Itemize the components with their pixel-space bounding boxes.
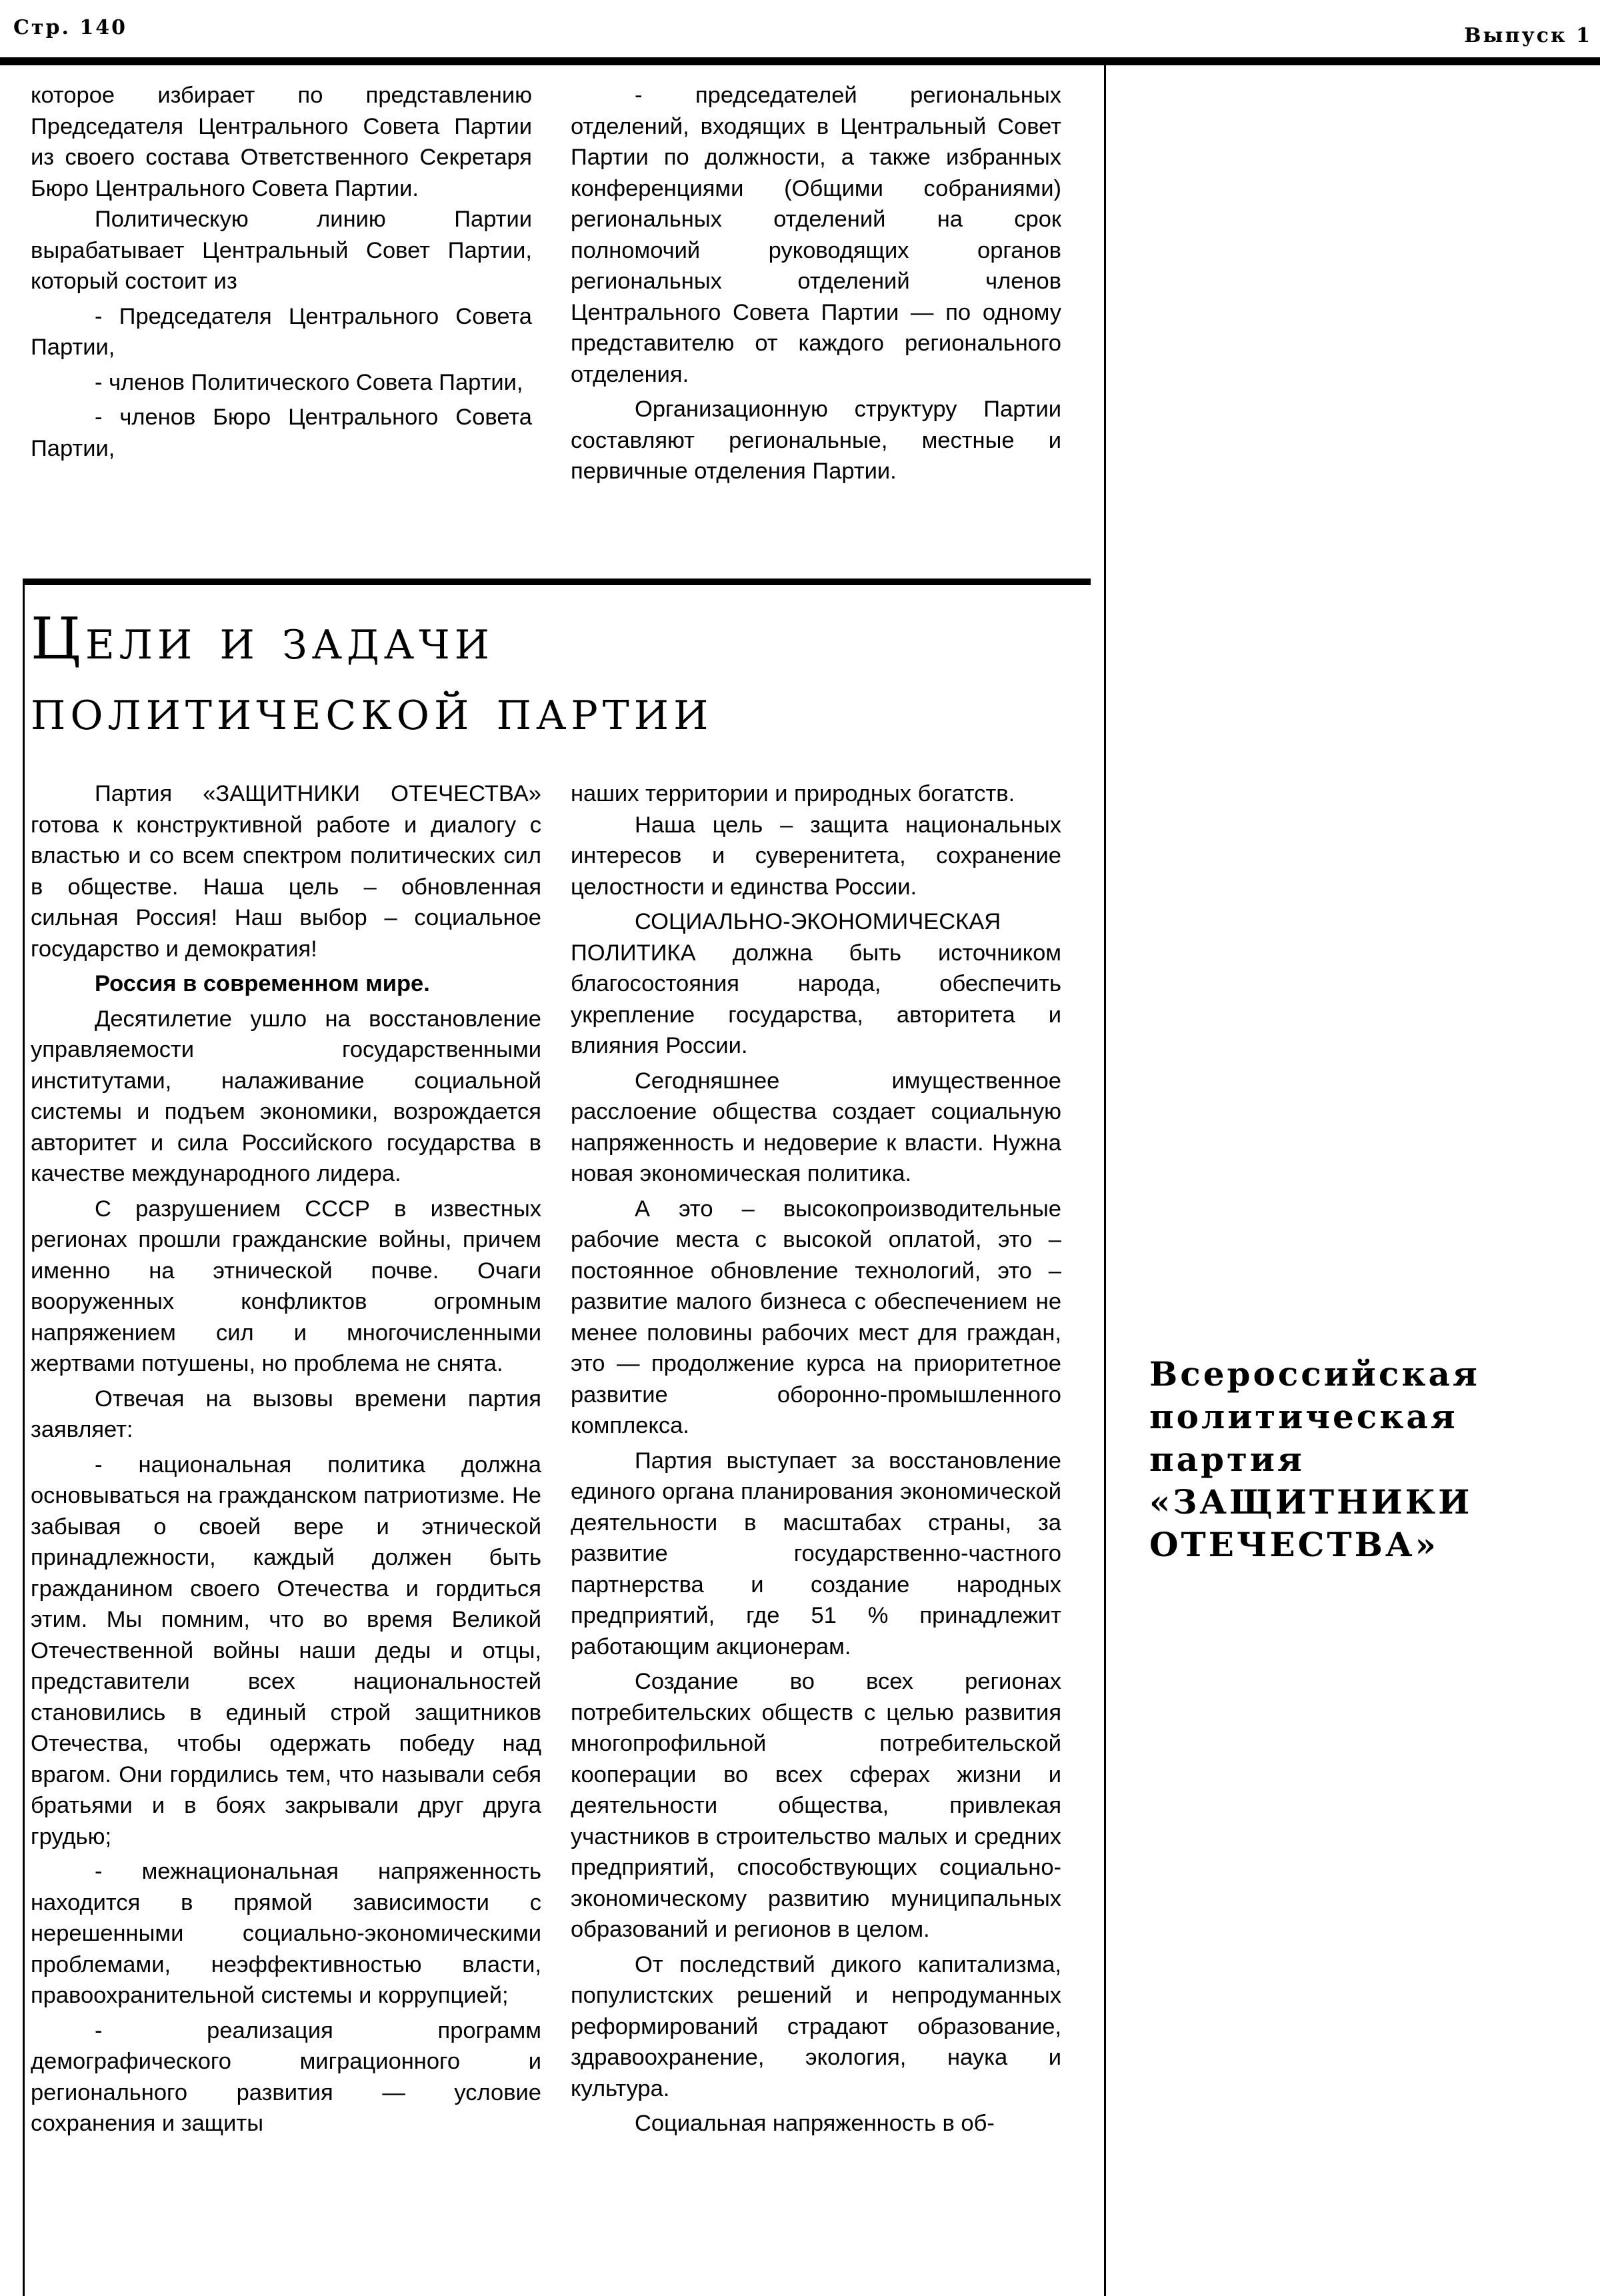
top-column-right bbox=[571, 80, 1061, 491]
paragraph: Наша цель – защита национальных интересов и суверенитета, сохранение целостности и единства России. bbox=[571, 812, 1061, 900]
sidebar-line: политическая bbox=[1149, 1397, 1458, 1436]
paragraph: наших территории и природных богатств. bbox=[571, 781, 1015, 806]
article-title bbox=[31, 604, 1071, 745]
paragraph: А это – высокопроизводительные рабочие места с высокой оплатой, это – постоянное обновление технологий, это – развитие малого бизнеса с обеспечением не менее половины рабочих мест для граждан, это — продолжение курса на приоритетное развитие оборонно-промышленного комплекса. bbox=[571, 1196, 1061, 1438]
issue-label: Выпуск 1 bbox=[1464, 24, 1592, 47]
list-item: - Председателя Центрального Совета Партии, bbox=[31, 303, 532, 360]
sidebar-line: Всероссийская bbox=[1149, 1354, 1480, 1394]
article-title-line1: Цели и задачи bbox=[31, 606, 494, 672]
article-left-border bbox=[23, 585, 25, 2296]
paragraph: Организационную структуру Партии составляют региональные, местные и первичные отделения Партии. bbox=[571, 397, 1061, 484]
page-number: Стр. 140 bbox=[13, 16, 127, 39]
paragraph: Партия «ЗАЩИТНИКИ ОТЕЧЕСТВА» готова к конструктивной работе и диалогу с властью и со всем спектром политических сил в обществе. Наша цель – обновленная сильная Россия! Наш выбор – социальное государство и демократия! bbox=[31, 781, 541, 962]
paragraph: СОЦИАЛЬНО-ЭКОНОМИЧЕСКАЯ ПОЛИТИКА должна быть источником благосостояния народа, обеспечить укрепление государства, авторитета и влияния России. bbox=[571, 909, 1061, 1058]
section-rule bbox=[23, 578, 1091, 585]
paragraph: которое избирает по представлению Председателя Центрального Совета Партии из своего состава Ответственного Секретаря Бюро Центрального Совета Партии. bbox=[31, 83, 532, 201]
paragraph: Создание во всех регионах потребительских обществ с целью развития многопрофильной потребительской кооперации во всех сферах жизни и деятельности общества, привлекая участников в строительство малых и средних предприятий, способствующих социально-экономическому развитию муниципальных образований и регионов в целом. bbox=[571, 1669, 1061, 1942]
paragraph: С разрушением СССР в известных регионах прошли гражданские войны, причем именно на этнической почве. Очаги вооруженных конфликтов огромным напряжением сил и многочисленными жертвами потушены, но проблема не снята. bbox=[31, 1196, 541, 1376]
header-rule bbox=[0, 57, 1600, 65]
party-name-sidebar bbox=[1149, 1353, 1583, 1566]
top-column-left bbox=[31, 80, 532, 468]
paragraph: Партия выступает за восстановление единого органа планирования экономической деятельности в масштабах страны, за развитие государственно-частного партнерства и создание народных предприятий, где 51 % принадлежит работающим акционерам. bbox=[571, 1448, 1061, 1660]
paragraph: Социальная напряженность в об- bbox=[635, 2111, 995, 2136]
sidebar-divider bbox=[1104, 65, 1106, 2296]
list-item: - председателей региональных отделений, входящих в Центральный Совет Партии по должности, а также избранных конференциями (Общими собраниями) региональных отделений на срок полномочий руководящих органов региональных отделений членов Центрального Совета Партии — по одному представителю от каждого регионального отделения. bbox=[571, 83, 1061, 387]
list-item: - межнациональная напряженность находится в прямой зависимости с нерешенными социально-экономическими проблемами, неэффективностью власти, правоохранительной системы и коррупцией; bbox=[31, 1859, 541, 2008]
sidebar-line: ОТЕЧЕСТВА» bbox=[1149, 1525, 1439, 1564]
article-column-left bbox=[31, 778, 541, 2143]
paragraph: Сегодняшнее имущественное расслоение общества создает социальную напряженность и недоверие к власти. Нужна новая экономическая политика. bbox=[571, 1068, 1061, 1186]
list-item: - национальная политика должна основываться на гражданском патриотизме. Не забывая о своей вере и этнической принадлежности, каждый должен быть гражданином своего Отечества и гордиться этим. Мы помним, что во время Великой Отечественной войны наши деды и отцы, представители всех национальностей становились в единый строй защитников Отечества, чтобы одержать победу над врагом. Они гордились тем, что называли себя братьями и в боях закрывали друг друга грудью; bbox=[31, 1452, 541, 1849]
list-item: - членов Политического Совета Партии, bbox=[95, 369, 523, 395]
paragraph: Десятилетие ушло на восстановление управляемости государственными институтами, налаживание социальной системы и подъем экономики, возрождается авторитет и сила Российского государства в качестве международного лидера. bbox=[31, 1006, 541, 1186]
article-title-line2: политической партии bbox=[31, 676, 713, 743]
paragraph: От последствий дикого капитализма, популистских решений и непродуманных реформирований страдают образование, здравоохранение, экология, наука и культура. bbox=[571, 1951, 1061, 2101]
list-item: - членов Бюро Центрального Совета Партии, bbox=[31, 405, 532, 461]
subheading: Россия в современном мире. bbox=[95, 971, 430, 996]
paragraph: Отвечая на вызовы времени партия заявляет: bbox=[31, 1386, 541, 1442]
sidebar-line: партия bbox=[1149, 1440, 1305, 1479]
article-column-right bbox=[571, 778, 1061, 2143]
sidebar-line: «ЗАЩИТНИКИ bbox=[1149, 1482, 1473, 1522]
list-item: - реализация программ демографического миграционного и регионального развития — условие сохранения и защиты bbox=[31, 2017, 541, 2136]
paragraph: Политическую линию Партии вырабатывает Центральный Совет Партии, который состоит из bbox=[31, 207, 532, 294]
